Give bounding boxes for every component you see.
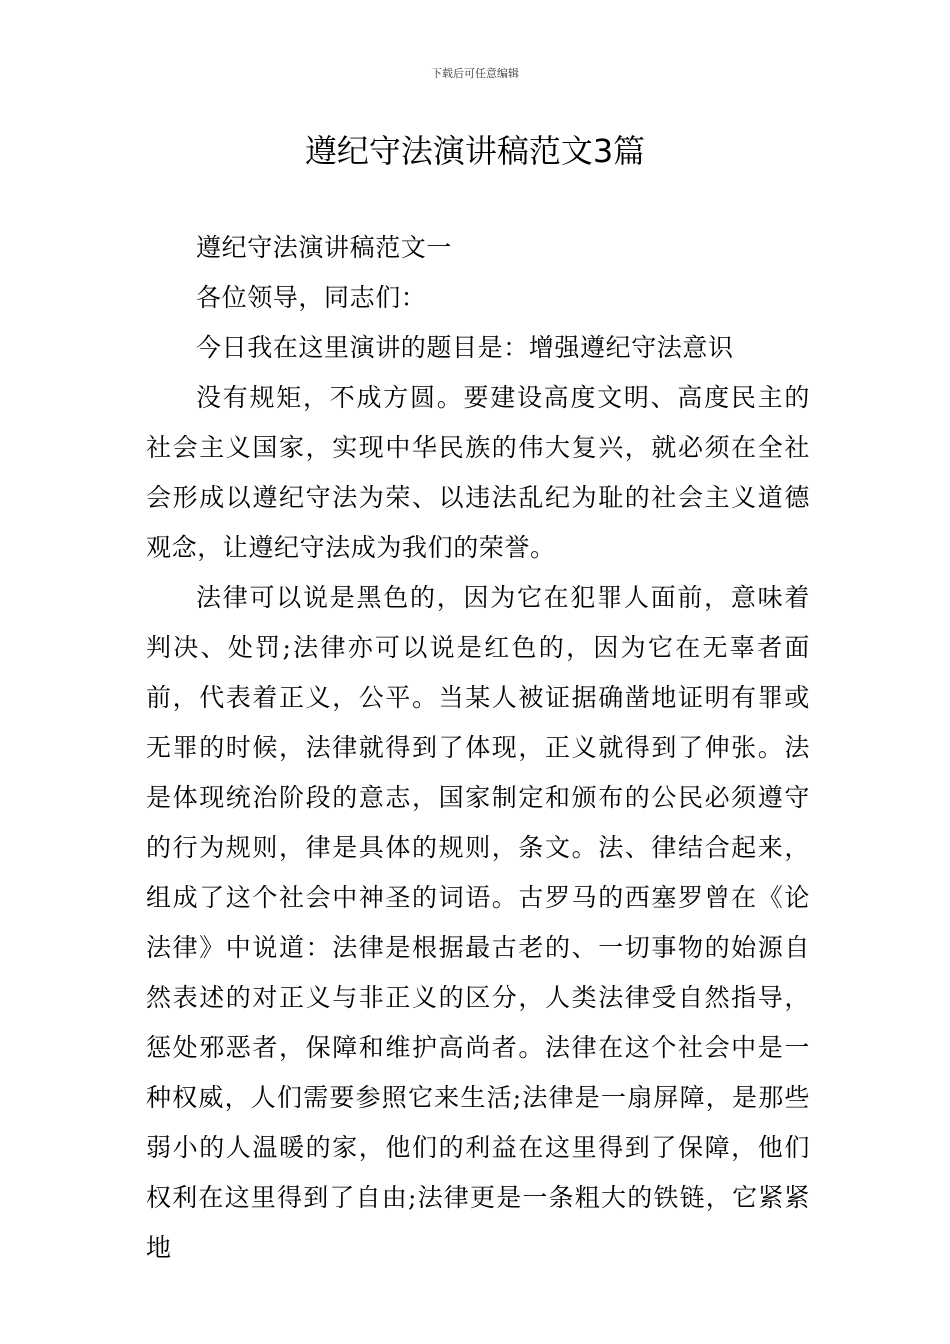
body-paragraph: 没有规矩，不成方圆。要建设高度文明、高度民主的社会主义国家，实现中华民族的伟大复兴，就必须在全社会形成以遵纪守法为荣、以违法乱纪为耻的社会主义道德观念，让遵纪守法成为我们的荣誉。 xyxy=(146,383,810,562)
header-note: 下载后可任意编辑 xyxy=(431,67,519,80)
document-body xyxy=(146,223,810,1273)
document-title: 遵纪守法演讲稿范文3篇 xyxy=(304,132,646,170)
section-heading: 遵纪守法演讲稿范文一 xyxy=(196,233,453,262)
salutation: 各位领导，同志们： xyxy=(196,283,427,312)
speech-topic: 今日我在这里演讲的题目是：增强遵纪守法意识 xyxy=(196,333,734,362)
body-paragraph: 法律可以说是黑色的，因为它在犯罪人面前，意味着判决、处罚;法律亦可以说是红色的，因为它在无辜者面前，代表着正义，公平。当某人被证据确凿地证明有罪或无罪的时候，法律就得到了体现，正义就得到了伸张。法是体现统治阶段的意志，国家制定和颁布的公民必须遵守的行为规则，律是具体的规则，条文。法、律结合起来，组成了这个社会中神圣的词语。古罗马的西塞罗曾在《论法律》中说道：法律是根据最古老的、一切事物的始源自然表述的对正义与非正义的区分，人类法律受自然指导，惩处邪恶者，保障和维护高尚者。法律在这个社会中是一种权威，人们需要参照它来生活;法律是一扇屏障，是那些弱小的人温暖的家，他们的利益在这里得到了保障，他们权利在这里得到了自由;法律更是一条粗大的铁链，它紧紧地 xyxy=(146,583,810,1262)
